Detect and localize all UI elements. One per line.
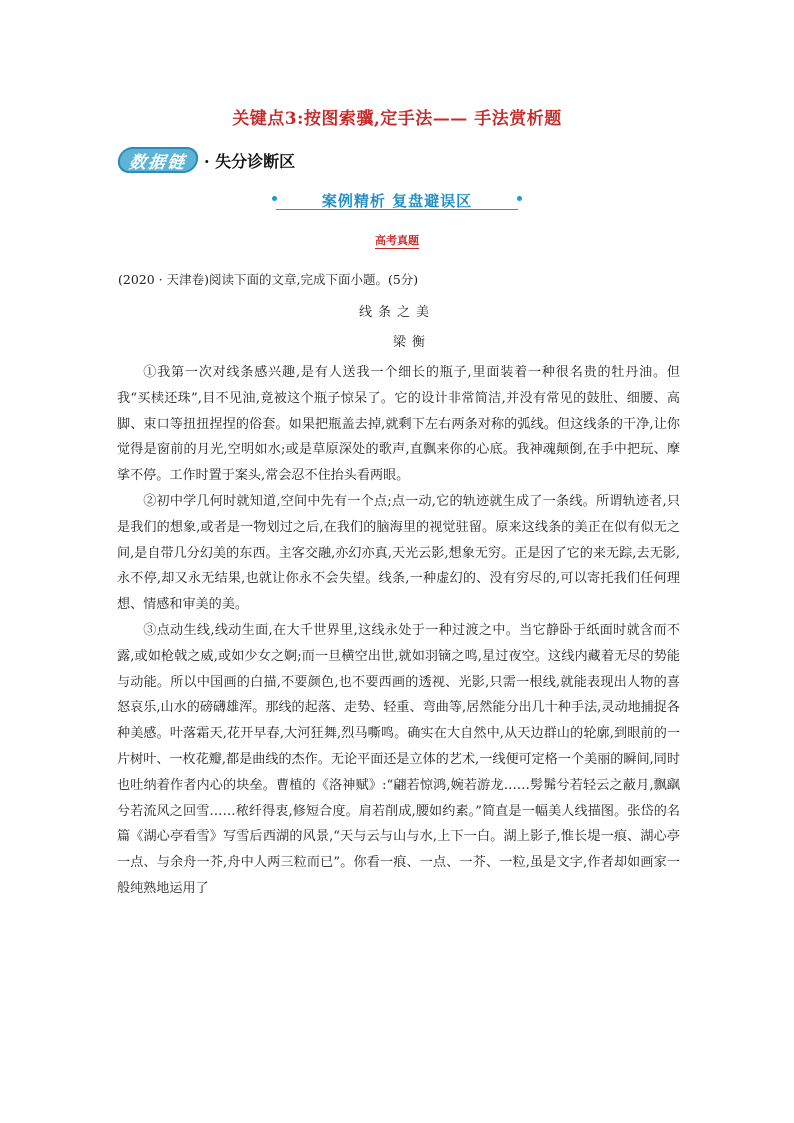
paragraph-2: ②初中学几何时就知道,空间中先有一个点;点一动,它的轨迹就生成了一条线。所谓轨迹者,只是我们的想象,或者是一物划过之后,在我们的脑海里的视觉驻留。原来这线条的美正在似有似无之间,是自带几分幻美的东西。主客交融,亦幻亦真,天光云影,想象无穷。正是因了它的来无踪,去无影,永不停,却又永无结果,也就让你永不会失望。线条,一种虚幻的、没有穷尽的,可以寄托我们任何理想、情感和审美的美。 — [117, 493, 680, 613]
page-title: 关键点3:按图索骥,定手法—— 手法赏析题 — [232, 109, 562, 129]
section-title: · 失分诊断区 — [204, 151, 296, 171]
paragraph-3: ③点动生线,线动生面,在大千世界里,这线永处于一种过渡之中。当它静卧于纸面时就含而不露,或如枪戟之威,或如少女之婀;而一旦横空出世,就如羽镝之鸣,星过夜空。这线内藏着无尽的势能与动能。所以中国画的白描,不要颜色,也不要西画的透视、光影,只需一根线,就能表现出人物的喜怒哀乐,山水的磅礴雄浑。那线的起落、走势、轻重、弯曲等,居然能分出几十种手法,灵动地捕捉各种美感。叶落霜天,花开早春,大河狂舞,烈马嘶鸣。确实在大自然中,从天边群山的轮廓,到眼前的一片树叶、一枚花瓣,都是曲线的杰作。无论平面还是立体的艺术,一线便可定格一个美丽的瞬间,同时也吐纳着作者内心的块垒。曹植的《洛神赋》:“翩若惊鸿,婉若游龙……髣髴兮若轻云之蔽月,飘飖兮若流风之回雪……秾纤得衷,修短合度。肩若削成,腰如约素。”简直是一幅美人线描图。张岱的名篇《湖心亭看雪》写雪后西湖的风景,“天与云与山与水,上下一白。湖上影子,惟长堤一痕、湖心亭一点、与余舟一芥,舟中人两三粒而已”。你看一痕、一点、一芥、一粒,虽是文字,作者却如画家一般纯熟地运用了 — [117, 622, 681, 896]
article-body — [117, 360, 680, 902]
section-header — [118, 145, 295, 175]
banner-left-dot-icon — [272, 196, 277, 201]
paragraph-1: ①我第一次对线条感兴趣,是有人送我一个细长的瓶子,里面装着一种很名贵的牡丹油。但我“买椟还珠”,目不见油,竟被这个瓶子惊呆了。它的设计非常简洁,并没有常见的鼓肚、细腰、高脚、束口等扭扭捏捏的俗套。如果把瓶盖去掉,就剩下左右两条对称的弧线。但这线条的干净,让你觉得是窗前的月光,空明如水;或是草原深处的歌声,直飘来你的心底。我神魂颠倒,在手中把玩、摩挲不停。工作时置于案头,常会忍不住抬头看两眼。 — [117, 365, 680, 484]
subheading — [0, 232, 794, 248]
question-prompt: (2020 · 天津卷)阅读下面的文章,完成下面小题。(5分) — [118, 272, 419, 287]
case-banner — [270, 186, 524, 214]
subheading-label: 高考真题 — [375, 234, 419, 247]
article-title: 线条之美 — [358, 305, 435, 320]
banner-right-dot-icon — [517, 196, 522, 201]
banner-text: 案例精析 复盘避误区 — [321, 191, 473, 210]
brand-logo: 数据链 — [116, 147, 200, 173]
article-author: 梁衡 — [393, 335, 432, 350]
